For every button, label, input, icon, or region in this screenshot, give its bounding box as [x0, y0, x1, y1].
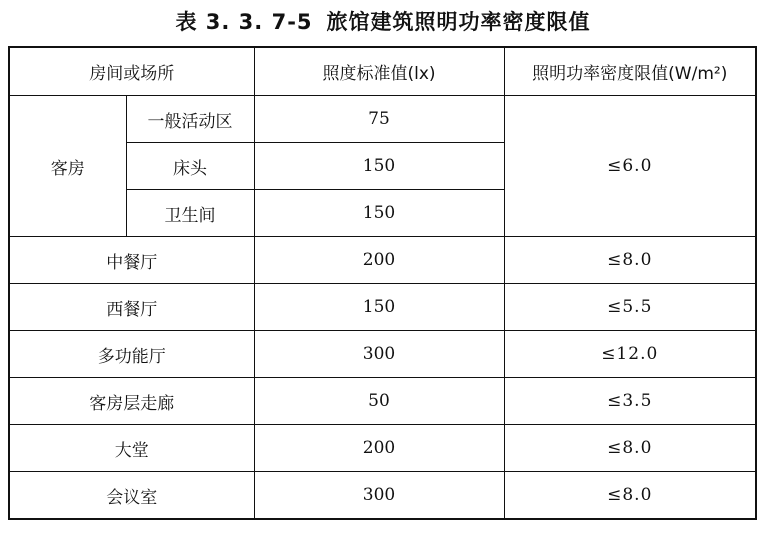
subroom-name: 一般活动区: [126, 96, 254, 143]
table-row: [9, 237, 756, 284]
illuminance-value: 150: [254, 284, 504, 331]
power-density-limit: ≤6.0: [504, 96, 756, 237]
table-row: [9, 331, 756, 378]
room-name: 大堂: [9, 425, 254, 472]
table-row: [9, 96, 756, 143]
header-illuminance: 照度标准值(lx): [254, 47, 504, 96]
illuminance-value: 150: [254, 143, 504, 190]
table-caption: 旅馆建筑照明功率密度限值: [326, 10, 591, 34]
illuminance-value: 300: [254, 331, 504, 378]
table-title: [0, 4, 766, 40]
power-density-limit: ≤5.5: [504, 284, 756, 331]
room-name: 中餐厅: [9, 237, 254, 284]
illuminance-value: 200: [254, 425, 504, 472]
lighting-power-density-table: [8, 46, 757, 520]
table-row: [9, 472, 756, 520]
header-row: [9, 47, 756, 96]
power-density-limit: ≤8.0: [504, 237, 756, 284]
room-name: 会议室: [9, 472, 254, 520]
power-density-limit: ≤8.0: [504, 472, 756, 520]
illuminance-value: 200: [254, 237, 504, 284]
header-room: 房间或场所: [9, 47, 254, 96]
illuminance-value: 50: [254, 378, 504, 425]
illuminance-value: 300: [254, 472, 504, 520]
table-row: [9, 284, 756, 331]
table-row: [9, 425, 756, 472]
illuminance-value: 75: [254, 96, 504, 143]
guest-room-cell: 客房: [9, 96, 126, 237]
power-density-limit: ≤3.5: [504, 378, 756, 425]
table-row: [9, 378, 756, 425]
room-name: 多功能厅: [9, 331, 254, 378]
table-number: 表 3. 3. 7-5: [175, 10, 313, 34]
illuminance-value: 150: [254, 190, 504, 237]
room-name: 客房层走廊: [9, 378, 254, 425]
room-name: 西餐厅: [9, 284, 254, 331]
power-density-limit: ≤12.0: [504, 331, 756, 378]
subroom-name: 床头: [126, 143, 254, 190]
header-power-density: 照明功率密度限值(W/m²): [504, 47, 756, 96]
subroom-name: 卫生间: [126, 190, 254, 237]
power-density-limit: ≤8.0: [504, 425, 756, 472]
